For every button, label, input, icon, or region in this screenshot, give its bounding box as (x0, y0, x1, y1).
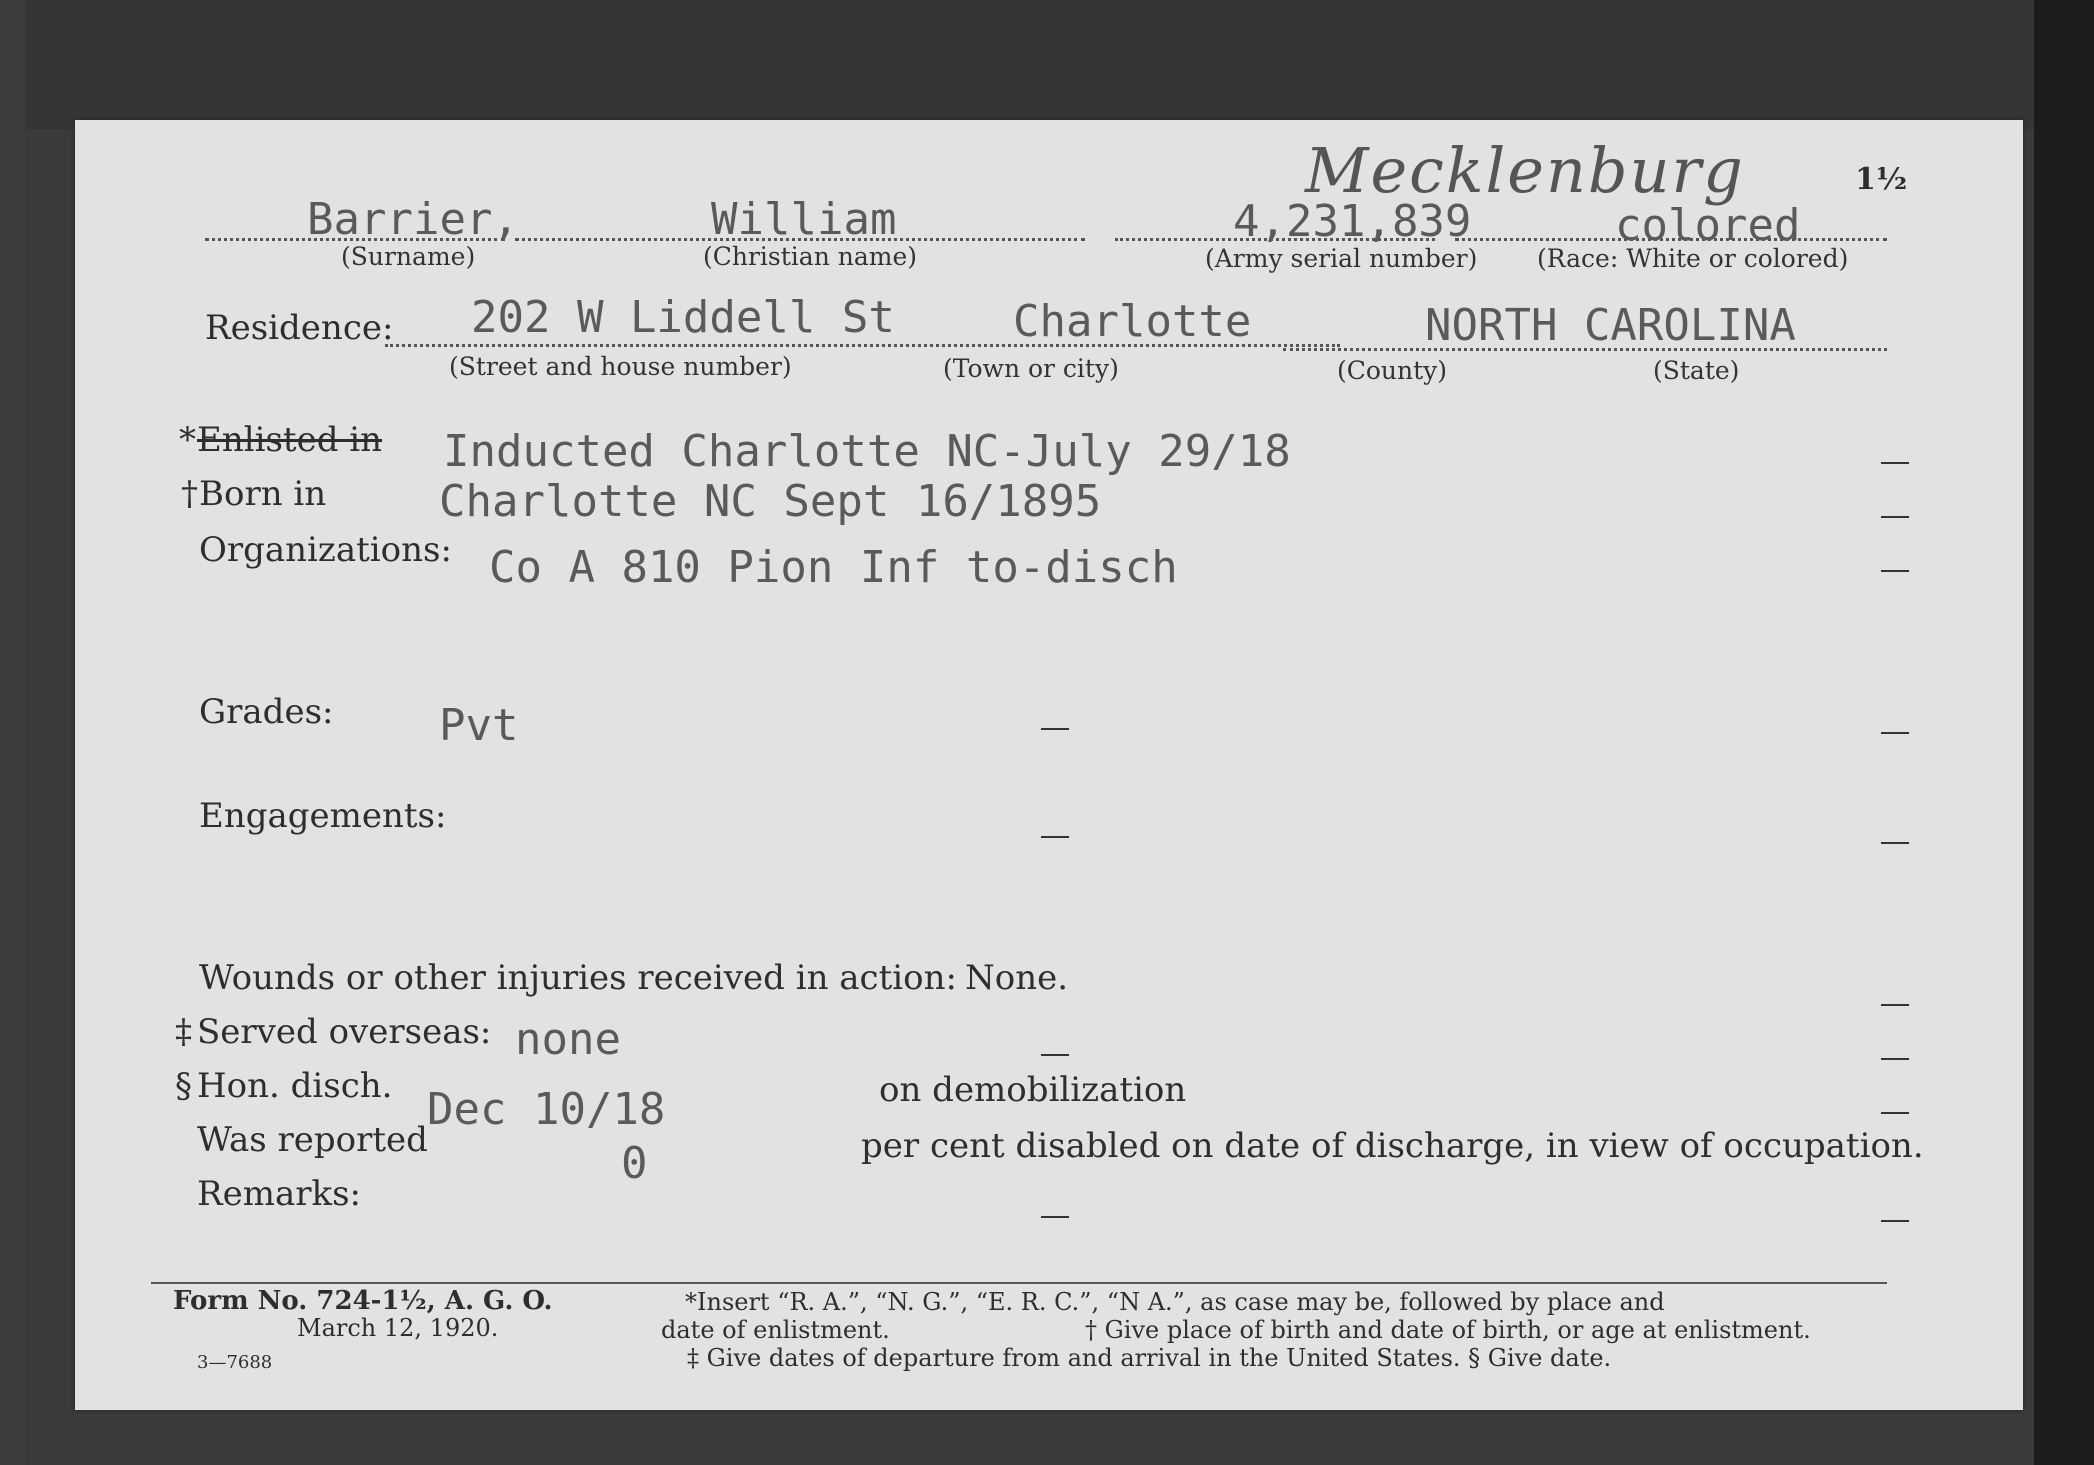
street-value: 202 W Liddell St (471, 292, 895, 343)
margin-dash (1881, 516, 1909, 518)
street-caption: (Street and house number) (449, 352, 792, 381)
scan-background-right (2034, 0, 2094, 1465)
state-value: NORTH CAROLINA (1425, 300, 1796, 351)
grades-label: Grades: (199, 692, 334, 732)
town-caption: (Town or city) (943, 354, 1119, 383)
margin-dash (1881, 842, 1909, 844)
service-record-card (75, 120, 2023, 1410)
enlisted-value: Inducted Charlotte NC-July 29/18 (443, 426, 1291, 477)
footnote-overseas: ‡ Give dates of departure from and arrival in the United States. § Give date. (687, 1344, 1612, 1372)
residence-label: Residence: (205, 308, 394, 348)
christian-name-value: William (711, 194, 897, 245)
overseas-marker: ‡ (175, 1012, 192, 1052)
born-value: Charlotte NC Sept 16/1895 (439, 476, 1102, 527)
margin-dash (1881, 570, 1909, 572)
margin-dash (1881, 1058, 1909, 1060)
town-value: Charlotte (1013, 296, 1252, 347)
print-code: 3—7688 (197, 1352, 273, 1373)
handwritten-county: Mecklenburg (1305, 134, 1745, 207)
organizations-value: Co A 810 Pion Inf to-disch (489, 542, 1178, 593)
margin-dash (1881, 1220, 1909, 1222)
overseas-value: none (515, 1014, 621, 1065)
card-fraction: 1½ (1855, 162, 1908, 197)
surname-caption: (Surname) (341, 242, 476, 271)
footnote-enlistment: date of enlistment. (661, 1316, 890, 1344)
middle-dash (1041, 728, 1069, 730)
christian-name-caption: (Christian name) (703, 242, 918, 271)
scan-background-left (0, 0, 25, 1465)
footer-rule (151, 1282, 1887, 1284)
race-caption: (Race: White or colored) (1537, 244, 1849, 273)
footnote-birth: † Give place of birth and date of birth, or age at enlistment. (1085, 1316, 1811, 1344)
scan-background-top (0, 0, 2094, 130)
margin-dash (1881, 1112, 1909, 1114)
state-caption: (State) (1653, 356, 1740, 385)
surname-value: Barrier, (307, 194, 519, 245)
race-value: colored (1615, 200, 1801, 251)
county-caption: (County) (1337, 356, 1448, 385)
grades-value: Pvt (439, 700, 519, 751)
footnote-insert: *Insert “R. A.”, “N. G.”, “E. R. C.”, “N A.”, as case may be, followed by place and (685, 1288, 1665, 1316)
serial-number-value: 4,231,839 (1233, 196, 1472, 247)
overseas-label: Served overseas: (197, 1012, 492, 1052)
born-marker: † (181, 474, 198, 514)
form-number: Form No. 724-1½, A. G. O. (173, 1286, 553, 1316)
enlisted-label: Enlisted in (197, 420, 383, 460)
middle-dash (1041, 1216, 1069, 1218)
form-date: March 12, 1920. (297, 1314, 499, 1342)
discharge-label: Hon. disch. (197, 1066, 393, 1106)
born-label: Born in (199, 474, 327, 514)
engagements-label: Engagements: (199, 796, 447, 836)
enlisted-marker: * (179, 420, 196, 460)
disabled-text: per cent disabled on date of discharge, in view of occupation. (861, 1126, 1924, 1166)
discharge-value: Dec 10/18 (427, 1084, 666, 1135)
wounds-value: None. (965, 958, 1069, 998)
middle-dash (1041, 836, 1069, 838)
middle-dash (1041, 1054, 1069, 1056)
reported-label: Was reported (197, 1120, 428, 1160)
margin-dash (1881, 1004, 1909, 1006)
margin-dash (1881, 732, 1909, 734)
organizations-label: Organizations: (199, 530, 452, 570)
discharge-note: on demobilization (879, 1070, 1187, 1110)
reported-value: 0 (621, 1138, 648, 1189)
serial-caption: (Army serial number) (1205, 244, 1478, 273)
discharge-marker: § (175, 1066, 192, 1106)
remarks-label: Remarks: (197, 1174, 361, 1214)
margin-dash (1881, 462, 1909, 464)
wounds-label: Wounds or other injuries received in action: (199, 958, 957, 998)
